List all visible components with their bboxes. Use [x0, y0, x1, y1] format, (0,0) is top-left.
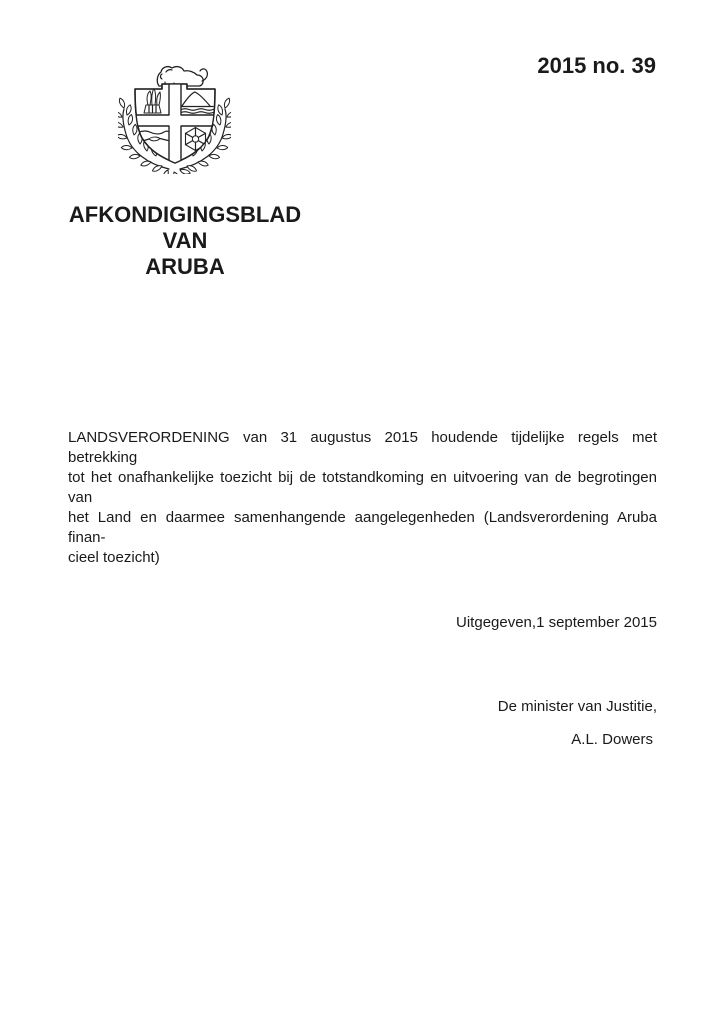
issued-date: Uitgegeven,1 september 2015 [456, 614, 657, 631]
decree-line: tot het onafhankelijke toezicht bij de totstandkoming en uitvoering van de begrotingen van [68, 469, 657, 506]
masthead-line-2: VAN [162, 228, 208, 253]
masthead-line-3: ARUBA [145, 254, 225, 279]
minister-signature: A.L. Dowers [571, 731, 653, 748]
decree-paragraph [68, 428, 657, 568]
masthead-line-1: AFKONDIGINGSBLAD [68, 202, 302, 227]
shield [133, 81, 217, 165]
minister-title: De minister van Justitie, [497, 698, 657, 715]
aruba-coat-of-arms-icon [118, 63, 231, 174]
issue-number: 2015 no. 39 [537, 53, 656, 78]
lion-crest-icon [157, 67, 207, 86]
masthead-title [53, 202, 317, 280]
decree-line: LANDSVERORDENING van 31 augustus 2015 houdende tijdelijke regels met betrekking [68, 429, 657, 466]
decree-line: cieel toezicht) [68, 549, 160, 566]
decree-line: het Land en daarmee samenhangende aangelegenheden (Landsverordening Aruba finan- [68, 509, 657, 546]
